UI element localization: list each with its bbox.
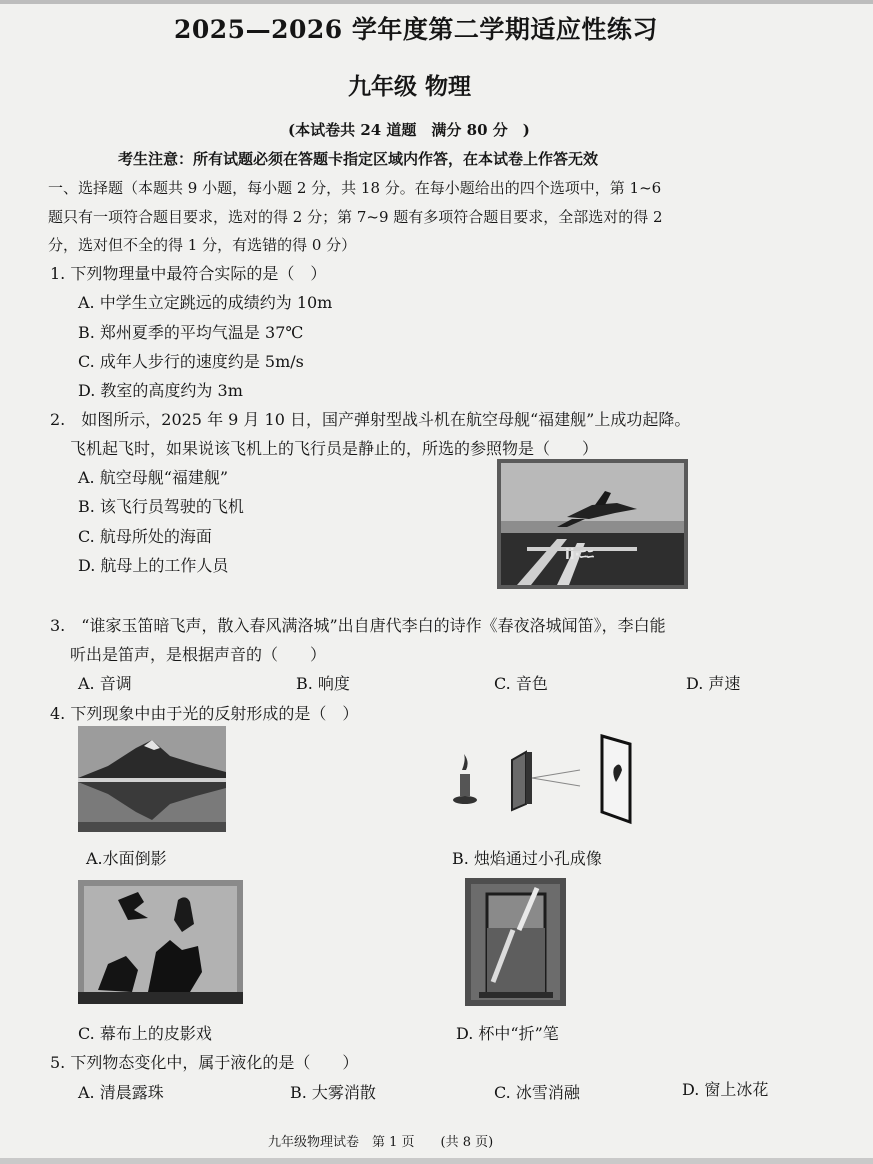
q3-option-d: D. 声速 — [686, 674, 741, 693]
q3-option-b: B. 响度 — [296, 674, 350, 693]
q1-option-c: C. 成年人步行的速度约是 5m/s — [78, 352, 304, 371]
q4-caption-c: C. 幕布上的皮影戏 — [78, 1024, 212, 1043]
scan-top-edge — [0, 0, 873, 4]
q2-option-d: D. 航母上的工作人员 — [78, 556, 229, 575]
q2-option-b: B. 该飞行员驾驶的飞机 — [78, 497, 244, 516]
section-instruction-line2: 题只有一项符合题目要求，选对的得 2 分；第 7~9 题有多项符合题目要求，全部选对的得 2 — [48, 208, 663, 226]
exam-subtitle: 九年级 物理 — [348, 73, 472, 100]
q4-stem: 4. 下列现象中由于光的反射形成的是（ ） — [50, 704, 359, 723]
q3-option-a: A. 音调 — [78, 674, 132, 693]
water-reflection-image — [78, 726, 226, 832]
q5-option-d: D. 窗上冰花 — [682, 1080, 769, 1099]
q4-caption-a: A.水面倒影 — [86, 849, 167, 868]
q2-stem-line2: 飞机起飞时，如果说该飞机上的飞行员是静止的，所选的参照物是（ ） — [70, 439, 599, 458]
svg-text:ii·ﾆﾆ: ii·ﾆﾆ — [565, 547, 594, 563]
q1-stem: 1. 下列物理量中最符合实际的是（ ） — [50, 264, 327, 283]
pinhole-camera-image — [452, 730, 638, 826]
carrier-jet-photo — [497, 459, 688, 589]
q4-caption-b: B. 烛焰通过小孔成像 — [452, 849, 602, 868]
exam-notice: 考生注意：所有试题必须在答题卡指定区域内作答，在本试卷上作答无效 — [118, 150, 599, 168]
q3-option-c: C. 音色 — [494, 674, 548, 693]
q2-option-a: A. 航空母舰“福建舰” — [78, 468, 229, 487]
q2-stem-line1: 2. 如图所示，2025 年 9 月 10 日，国产弹射型战斗机在航空母舰“福建舰”上成功起降。 — [50, 410, 691, 429]
q5-option-a: A. 清晨露珠 — [78, 1083, 164, 1102]
q5-option-b: B. 大雾消散 — [290, 1083, 376, 1102]
exam-title: 2025—2026 学年度第二学期适应性练习 — [174, 15, 658, 44]
section-instruction-line1: 一、选择题（本题共 9 小题，每小题 2 分，共 18 分。在每小题给出的四个选项中，第 1~6 — [48, 179, 662, 197]
q3-stem-line1: 3. “谁家玉笛暗飞声，散入春风满洛城”出自唐代李白的诗作《春夜洛城闻笛》，李白能 — [50, 616, 666, 635]
exam-info: (本试卷共 24 道题 满分 80 分 ) — [288, 121, 530, 139]
q5-option-c: C. 冰雪消融 — [494, 1083, 580, 1102]
q5-stem: 5. 下列物态变化中，属于液化的是（ ） — [50, 1053, 359, 1072]
q1-option-a: A. 中学生立定跳远的成绩约为 10m — [78, 293, 333, 312]
q3-stem-line2: 听出是笛声，是根据声音的（ ） — [70, 645, 327, 664]
scan-bottom-edge — [0, 1158, 873, 1164]
page-footer: 九年级物理试卷 第 1 页 (共 8 页) — [268, 1135, 494, 1150]
q1-option-b: B. 郑州夏季的平均气温是 37℃ — [78, 323, 304, 342]
section-instruction-line3: 分，选对但不全的得 1 分，有选错的得 0 分） — [48, 236, 357, 254]
q2-option-c: C. 航母所处的海面 — [78, 527, 212, 546]
q1-option-d: D. 教室的高度约为 3m — [78, 381, 243, 400]
q4-caption-d: D. 杯中“折”笔 — [456, 1024, 559, 1043]
bent-pencil-glass-image — [465, 878, 566, 1006]
shadow-play-image — [78, 880, 243, 1004]
